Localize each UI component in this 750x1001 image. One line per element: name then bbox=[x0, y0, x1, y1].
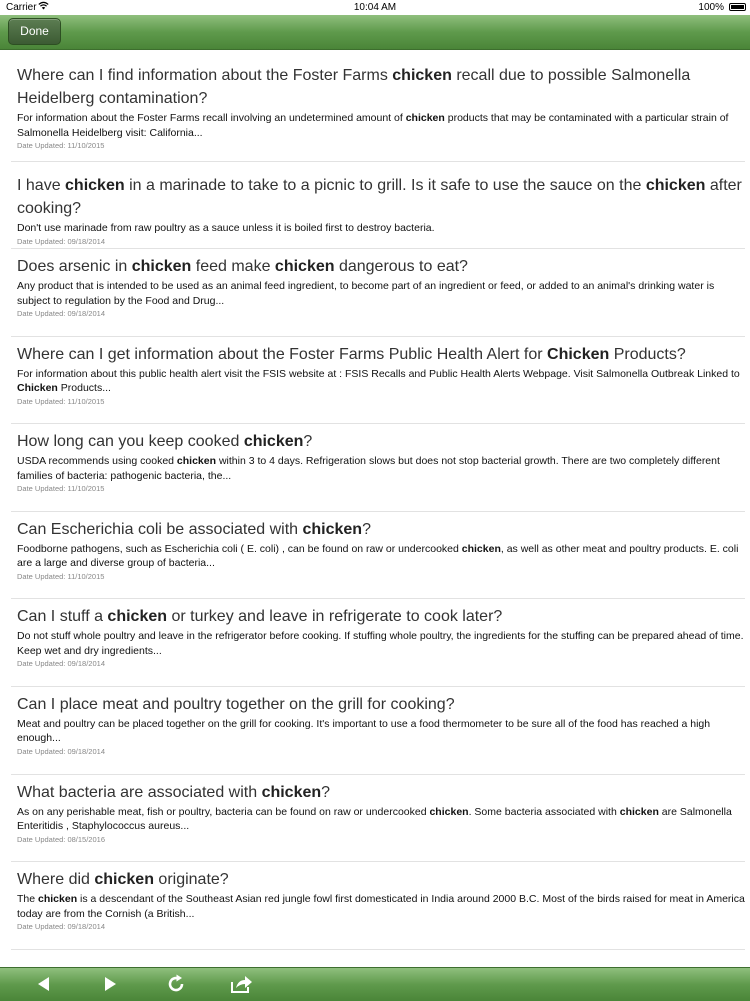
highlighted-term: chicken bbox=[461, 542, 501, 555]
title-text: Can I stuff a bbox=[17, 608, 108, 626]
highlighted-term: chicken bbox=[302, 520, 363, 538]
result-snippet bbox=[17, 279, 745, 308]
snippet-text: Don't use marinade from raw poultry as a sauce unless it is boiled first to destroy bacteria. bbox=[17, 222, 435, 234]
highlighted-term: chicken bbox=[243, 433, 304, 451]
highlighted-term: chicken bbox=[405, 112, 445, 124]
highlighted-term: chicken bbox=[131, 258, 192, 275]
title-text: Can I place meat and poultry together on the grill for cooking? bbox=[17, 695, 455, 713]
title-text: Where can I get information about the Foster Farms Public Health Alert for bbox=[17, 345, 548, 363]
snippet-text: , as well as other meat and poultry products. E. coli are a large and diverse group of bacteria... bbox=[17, 542, 739, 570]
result-title bbox=[17, 64, 745, 110]
result-snippet bbox=[17, 454, 745, 483]
highlighted-term: chicken bbox=[38, 893, 78, 906]
snippet-text: within 3 to 4 days. Refrigeration slows but does not stop bacterial growth. There are two completely different families of bacteria: pathogenic bacteria, the... bbox=[17, 455, 720, 482]
result-date: Date Updated: 08/15/2016 bbox=[17, 834, 105, 844]
result-snippet bbox=[17, 805, 745, 834]
result-date: Date Updated: 09/18/2014 bbox=[17, 659, 105, 669]
snippet-text: For information about the Foster Farms recall involving an undetermined amount of bbox=[17, 112, 406, 124]
result-title bbox=[17, 868, 745, 891]
title-text: How long can you keep cooked bbox=[17, 433, 244, 451]
result-title bbox=[17, 255, 745, 278]
battery-icon bbox=[729, 3, 746, 11]
title-text: ? bbox=[321, 783, 331, 801]
title-text: in a marinade to take to a picnic to grill. Is it safe to use the sauce on the bbox=[124, 177, 646, 194]
title-text: ? bbox=[362, 520, 371, 538]
result-title bbox=[17, 781, 745, 804]
result-item[interactable] bbox=[11, 512, 745, 600]
snippet-text: products that may be contaminated with a particular strain of Salmonella Heidelberg visit: California... bbox=[17, 112, 729, 139]
result-item[interactable] bbox=[11, 337, 745, 425]
snippet-text: USDA recommends using cooked bbox=[17, 455, 177, 468]
bottom-toolbar bbox=[0, 967, 750, 1001]
snippet-text: Foodborne pathogens, such as Escherichia coli ( E. coli) , can be found on raw or undercooked bbox=[17, 542, 462, 555]
title-text: or turkey and leave in refrigerate to cook later? bbox=[167, 608, 503, 626]
snippet-text: Any product that is intended to be used as an animal feed ingredient, to become part of an ingredient or feed, or added to an animal's drinking water is subject to regulation by the Food and Drug... bbox=[17, 280, 715, 307]
highlighted-term: chicken bbox=[65, 177, 125, 194]
back-arrow-icon[interactable] bbox=[30, 972, 58, 996]
result-item[interactable] bbox=[11, 862, 745, 950]
result-snippet bbox=[17, 367, 745, 396]
share-icon[interactable] bbox=[227, 972, 255, 996]
highlighted-term: chicken bbox=[392, 67, 452, 84]
snippet-text: Meat and poultry can be placed together on the grill for cooking. It's important to use a food thermometer to be sure all of the food has reached a high enough... bbox=[17, 717, 711, 745]
title-text: dangerous to eat? bbox=[334, 258, 468, 275]
highlighted-term: chicken bbox=[261, 783, 322, 801]
result-date: Date Updated: 11/10/2015 bbox=[17, 571, 105, 581]
result-snippet bbox=[17, 111, 745, 140]
result-date: Date Updated: 09/18/2014 bbox=[17, 236, 105, 246]
result-snippet bbox=[17, 717, 745, 746]
title-text: I have bbox=[17, 177, 66, 194]
result-title bbox=[17, 430, 745, 453]
result-item[interactable] bbox=[11, 162, 745, 249]
snippet-text: Products... bbox=[57, 382, 111, 395]
highlighted-term: chicken bbox=[107, 608, 168, 626]
title-text: originate? bbox=[153, 871, 229, 889]
result-snippet bbox=[17, 542, 745, 571]
result-title bbox=[17, 343, 745, 366]
forward-arrow-icon[interactable] bbox=[96, 972, 124, 996]
result-item[interactable] bbox=[11, 249, 745, 337]
result-item[interactable] bbox=[11, 50, 745, 162]
title-text: Where did bbox=[17, 871, 95, 889]
result-item[interactable] bbox=[11, 599, 745, 687]
result-date: Date Updated: 11/10/2015 bbox=[17, 484, 105, 494]
snippet-text: Do not stuff whole poultry and leave in the refrigerator before cooking. If stuffing whole poultry, the ingredients for the stuffing can be prepared ahead of time. Keep wet and dry ingredients... bbox=[17, 630, 744, 657]
done-button[interactable]: Done bbox=[8, 18, 61, 45]
top-toolbar bbox=[0, 15, 750, 50]
snippet-text: For information about this public health alert visit the FSIS website at : FSIS Recalls and Public Health Alerts Webpage. Visit Salmonella Outbreak Linked to bbox=[17, 367, 740, 380]
result-item[interactable] bbox=[11, 775, 745, 863]
highlighted-term: chicken bbox=[645, 177, 706, 194]
title-text: Products? bbox=[609, 345, 686, 363]
status-bar bbox=[0, 0, 750, 15]
title-text: Can Escherichia coli be associated with bbox=[17, 520, 303, 538]
title-text: feed make bbox=[191, 258, 275, 275]
results-list bbox=[0, 50, 750, 967]
title-text: Where can I find information about the Foster Farms bbox=[17, 67, 393, 84]
result-date: Date Updated: 11/10/2015 bbox=[17, 396, 105, 406]
carrier-label: Carrier bbox=[6, 2, 37, 13]
result-date: Date Updated: 09/18/2014 bbox=[17, 309, 105, 318]
result-date: Date Updated: 09/18/2014 bbox=[17, 746, 105, 756]
status-time: 10:04 AM bbox=[353, 2, 397, 13]
result-item[interactable] bbox=[11, 687, 745, 775]
snippet-text: The bbox=[17, 893, 39, 906]
snippet-text: As on any perishable meat, fish or poultry, bacteria can be found on raw or undercooked bbox=[17, 805, 430, 818]
snippet-text: are Salmonella Enteritidis , Staphylococcus aureus... bbox=[17, 805, 732, 833]
result-title bbox=[17, 174, 745, 220]
result-title bbox=[17, 693, 745, 716]
result-snippet bbox=[17, 221, 745, 236]
result-item[interactable] bbox=[11, 424, 745, 512]
highlighted-term: chicken bbox=[176, 455, 217, 468]
snippet-text: . Some bacteria associated with bbox=[468, 805, 620, 818]
snippet-text: is a descendant of the Southeast Asian red jungle fowl first domesticated in India around 2000 B.C. Most of the birds raised for meat in America today are from the Cornish (a British... bbox=[17, 893, 745, 920]
highlighted-term: Chicken bbox=[547, 345, 610, 363]
battery-percent: 100% bbox=[698, 2, 724, 13]
highlighted-term: chicken bbox=[274, 258, 335, 275]
highlighted-term: chicken bbox=[429, 805, 469, 818]
refresh-icon[interactable] bbox=[162, 972, 190, 996]
title-text: What bacteria are associated with bbox=[17, 783, 262, 801]
result-snippet bbox=[17, 629, 745, 658]
highlighted-term: Chicken bbox=[17, 382, 58, 395]
result-date: Date Updated: 11/10/2015 bbox=[17, 141, 105, 150]
title-text: Does arsenic in bbox=[17, 258, 132, 275]
highlighted-term: chicken bbox=[94, 871, 154, 889]
title-text: recall due to possible Salmonella Heidelberg contamination? bbox=[17, 67, 691, 107]
highlighted-term: chicken bbox=[619, 805, 659, 818]
result-snippet bbox=[17, 892, 745, 921]
title-text: ? bbox=[303, 433, 313, 451]
result-date: Date Updated: 09/18/2014 bbox=[17, 922, 105, 932]
result-title bbox=[17, 518, 745, 541]
result-title bbox=[17, 605, 745, 628]
title-text: after cooking? bbox=[17, 177, 742, 217]
